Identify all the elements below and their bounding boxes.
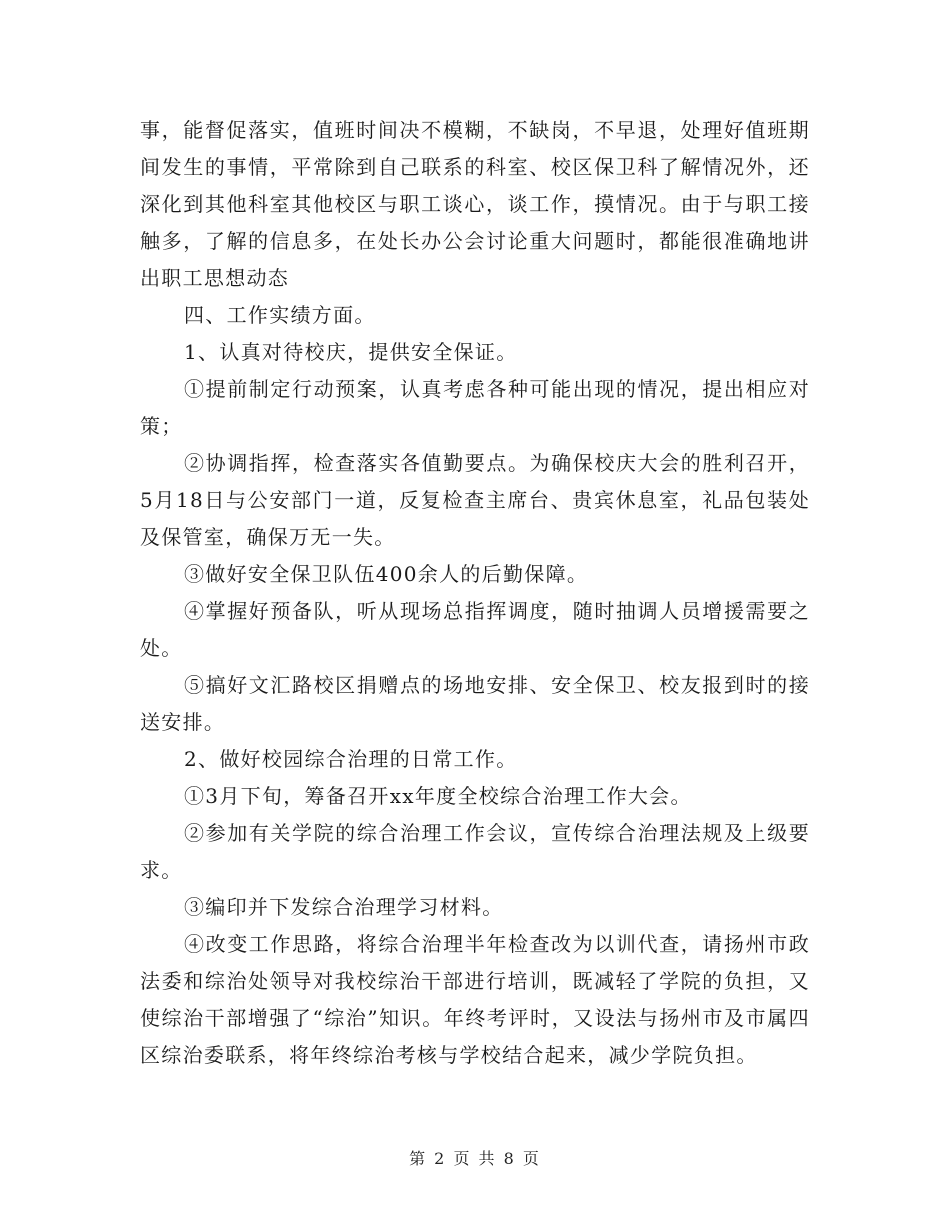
- paragraph: 1、认真对待校庆，提供安全保证。: [184, 340, 518, 364]
- paragraph: ②协调指挥，检查落实各值勤要点。为确保校庆大会的胜利召开，5月18日与公安部门一道，反复检查主席台、贵宾休息室，礼品包装处及保管室，确保万无一失。: [140, 451, 810, 549]
- paragraph: 2、做好校园综合治理的日常工作。: [184, 747, 518, 771]
- paragraph: ④掌握好预备队，听从现场总指挥调度，随时抽调人员增援需要之处。: [140, 599, 810, 660]
- paragraph: ①3月下旬，筹备召开xx年度全校综合治理工作大会。: [184, 784, 692, 808]
- paragraph: ③编印并下发综合治理学习材料。: [184, 895, 504, 919]
- document-body: [140, 112, 810, 1074]
- paragraph: 事，能督促落实，值班时间决不模糊，不缺岗，不早退，处理好值班期间发生的事情，平常除到自己联系的科室、校区保卫科了解情况外，还深化到其他科室其他校区与职工谈心，谈工作，摸情况。由于与职工接触多，了解的信息多，在处长办公会讨论重大问题时，都能很准确地讲出职工思想动态: [140, 118, 810, 290]
- paragraph: 四、工作实绩方面。: [184, 303, 376, 327]
- paragraph: ②参加有关学院的综合治理工作会议，宣传综合治理法规及上级要求。: [140, 821, 810, 882]
- paragraph: ③做好安全保卫队伍400余人的后勤保障。: [184, 562, 589, 586]
- paragraph: ①提前制定行动预案，认真考虑各种可能出现的情况，提出相应对策；: [140, 377, 810, 438]
- paragraph: ④改变工作思路，将综合治理半年检查改为以训代查，请扬州市政法委和综治处领导对我校综治干部进行培训，既减轻了学院的负担，又使综治干部增强了“综治”知识。年终考评时，又设法与扬州市及市属四区综治委联系，将年终综治考核与学校结合起来，减少学院负担。: [140, 932, 810, 1067]
- paragraph: ⑤搞好文汇路校区捐赠点的场地安排、安全保卫、校友报到时的接送安排。: [140, 673, 810, 734]
- page-footer: 第 2 页 共 8 页: [409, 1149, 541, 1168]
